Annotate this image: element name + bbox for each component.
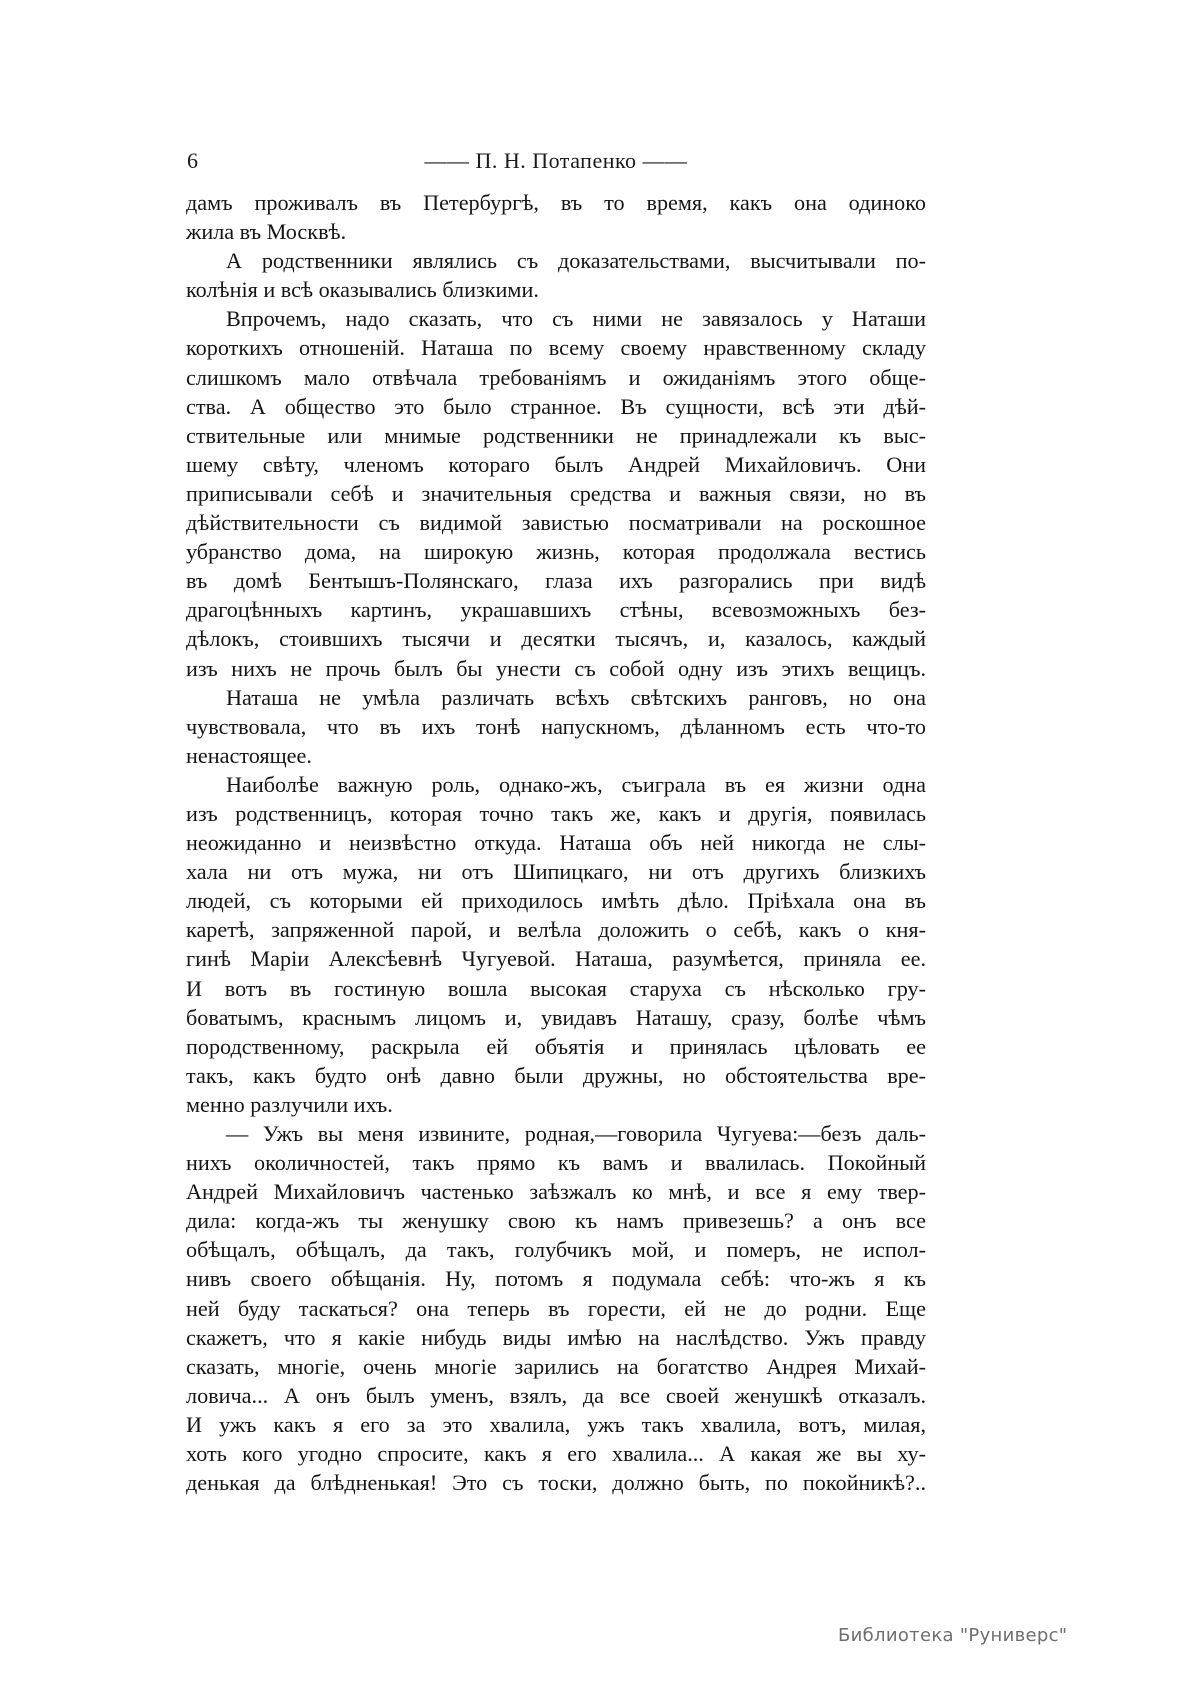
text-line: короткихъ отношеній. Наташа по всему своему нравственному складу (186, 335, 926, 361)
text-line: обѣщалъ, обѣщалъ, да такъ, голубчикъ мой, и померъ, не испол- (186, 1237, 926, 1263)
text-line: ненастоящее. (186, 742, 312, 768)
text-line: въ домѣ Бентышъ-Полянскаго, глаза ихъ разгорались при видѣ (186, 568, 926, 594)
text-line: хоть кого угодно спросите, какъ я его хвалила... А какая же вы ху- (186, 1441, 926, 1467)
text-line: скажетъ, что я какіе нибудь виды имѣю на наслѣдство. Ужъ правду (186, 1324, 926, 1350)
text-line: слишкомъ мало отвѣчала требованіямъ и ожиданіямъ этого обще- (186, 364, 926, 390)
text-line: Впрочемъ, надо сказать, что съ ними не завязалось у Наташи (226, 306, 926, 332)
text-line: приписывали себѣ и значительныя средства и важныя связи, но въ (186, 480, 926, 506)
text-line: нивъ своего обѣщанія. Ну, потомъ я подумала себѣ: что-жъ я къ (186, 1266, 926, 1292)
text-line: ней буду таскаться? она теперь въ горести, ей не до родни. Еще (186, 1295, 926, 1321)
body-text (186, 188, 926, 1497)
text-line: колѣнія и всѣ оказывались близкими. (186, 277, 539, 303)
text-line: ствительные или мнимые родственники не принадлежали къ выс- (186, 422, 926, 448)
text-line: Наиболѣе важную роль, однако-жъ, съиграла въ ея жизни одна (226, 771, 926, 797)
text-line: А родственники являлись съ доказательствами, высчитывали по- (226, 248, 926, 274)
text-line: породственному, раскрыла ей объятія и принялась цѣловать ее (186, 1033, 926, 1059)
text-line: дамъ проживалъ въ Петербургѣ, въ то время, какъ она одиноко (186, 190, 926, 215)
text-line: дѣлокъ, стоившихъ тысячи и десятки тысячъ, и, казалось, каждый (186, 626, 926, 652)
text-line: дѣйствительности съ видимой завистью посматривали на роскошное (186, 510, 926, 536)
text-line: гинѣ Маріи Алексѣевнѣ Чугуевой. Наташа, разумѣется, приняла ее. (186, 946, 926, 972)
running-head (185, 148, 927, 178)
text-line: каретѣ, запряженной парой, и велѣла доложить о себѣ, какъ о кня- (186, 917, 926, 943)
library-watermark: Библиотека "Руниверс" (838, 1625, 1068, 1646)
text-line: чувствовала, что въ ихъ тонѣ напускномъ, дѣланномъ есть что-то (186, 713, 926, 739)
text-line: дила: когда-жъ ты женушку свою къ намъ привезешь? а онъ все (186, 1208, 926, 1234)
text-line: изъ родственницъ, которая точно такъ же, какъ и другія, появилась (186, 800, 926, 826)
text-line: убранство дома, на широкую жизнь, которая продолжала вестись (186, 539, 926, 565)
text-line: денькая да блѣдненькая! Это съ тоски, должно быть, по покойникѣ?.. (186, 1470, 926, 1496)
text-line: — Ужъ вы меня извините, родная,—говорила Чугуева:—безъ даль- (226, 1121, 926, 1146)
text-line: изъ нихъ не прочь былъ бы унести съ собой одну изъ этихъ вещицъ. (186, 655, 926, 681)
text-line: менно разлучили ихъ. (186, 1091, 393, 1117)
text-line: Наташа не умѣла различать всѣхъ свѣтскихъ ранговъ, но она (226, 684, 926, 710)
text-line: драгоцѣнныхъ картинъ, украшавшихъ стѣны, всевозможныхъ без- (186, 597, 926, 623)
text-line: неожиданно и неизвѣстно откуда. Наташа объ ней никогда не слы- (186, 830, 926, 856)
page-number: 6 (187, 148, 198, 173)
text-line: ловича... А онъ былъ уменъ, взялъ, да все своей женушкѣ отказалъ. (186, 1382, 926, 1408)
text-line: такъ, какъ будто онѣ давно были дружны, но обстоятельства вре- (186, 1062, 926, 1088)
text-line: ства. А общество это было странное. Въ сущности, всѣ эти дѣй- (186, 393, 926, 419)
text-line: шему свѣту, членомъ котораго былъ Андрей Михайловичъ. Они (186, 451, 926, 477)
text-line: И ужъ какъ я его за это хвалила, ужъ такъ хвалила, вотъ, милая, (186, 1411, 926, 1437)
text-line: И вотъ въ гостиную вошла высокая старуха съ нѣсколько гру- (186, 975, 926, 1001)
text-line: нихъ околичностей, такъ прямо къ вамъ и ввалилась. Покойный (186, 1150, 926, 1176)
text-line: Андрей Михайловичъ частенько заѣзжалъ ко мнѣ, и все я ему твер- (186, 1179, 926, 1205)
text-line: жила въ Москвѣ. (186, 219, 347, 245)
text-line: людей, съ которыми ей приходилось имѣть дѣло. Пріѣхала она въ (186, 888, 926, 914)
text-line: сказать, многіе, очень многіе зарились на богатство Андрея Михай- (186, 1353, 926, 1379)
running-title: —— П. Н. Потапенко —— (424, 148, 688, 173)
text-line: боватымъ, краснымъ лицомъ и, увидавъ Наташу, сразу, болѣе чѣмъ (186, 1004, 926, 1030)
text-line: хала ни отъ мужа, ни отъ Шипицкаго, ни отъ другихъ близкихъ (186, 859, 926, 885)
